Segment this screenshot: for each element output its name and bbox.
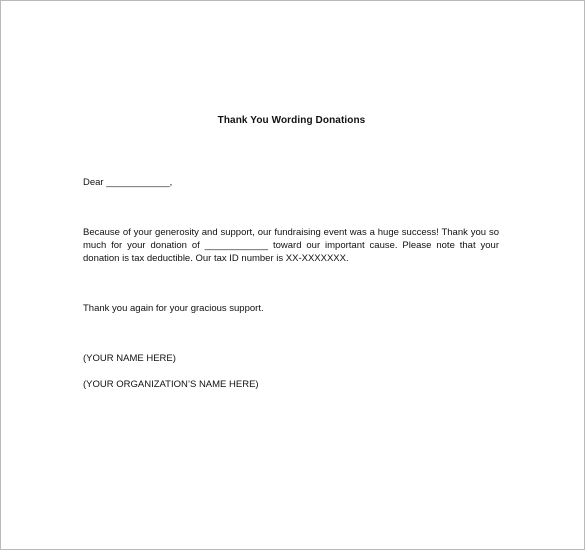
body-paragraph: Because of your generosity and support, our fundraising event was a huge success! Thank you so much for your donation of ____________ toward our important cause. Please note that your donation is tax deductible. Our tax ID number is XX-XXXXXXX.: [83, 227, 499, 264]
document-title: Thank You Wording Donations: [217, 115, 366, 126]
salutation-line: Dear ____________,: [83, 177, 173, 188]
closing-line: Thank you again for your gracious support.: [83, 303, 264, 314]
signature-name: (YOUR NAME HERE): [83, 353, 176, 364]
signature-organization: (YOUR ORGANIZATION’S NAME HERE): [83, 379, 259, 390]
